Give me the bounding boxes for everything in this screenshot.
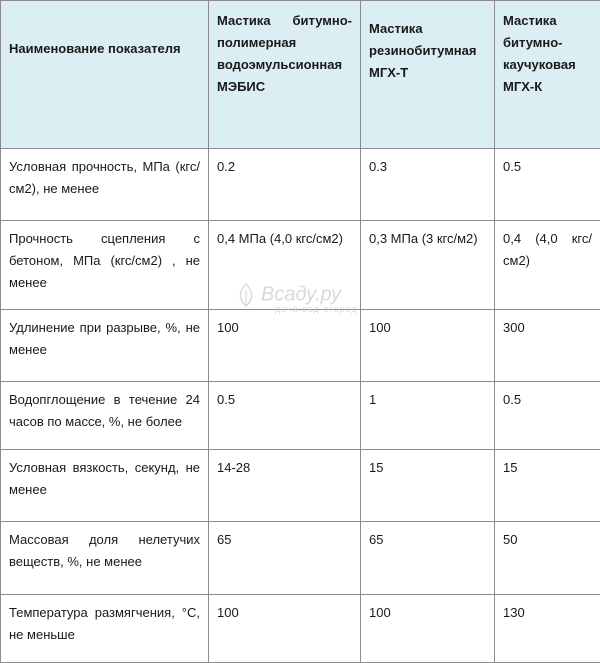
cell-mgh-t: 15 <box>361 450 495 522</box>
row-label: Удлинение при разрыве, %, не менее <box>1 310 209 382</box>
cell-mgh-t: 1 <box>361 382 495 450</box>
table-row <box>1 522 600 595</box>
cell-mebis: 0.2 <box>209 149 361 221</box>
cell-mgh-t: 65 <box>361 522 495 595</box>
row-label: Условная прочность, МПа (кгс/см2), не менее <box>1 149 209 221</box>
header-indicator-name: Наименование показателя <box>1 1 209 149</box>
header-mgh-k: Мастика битумно-каучуковая МГХ-К <box>495 1 600 149</box>
row-label: Водопглощение в течение 24 часов по массе, %, не более <box>1 382 209 450</box>
table-row <box>1 310 600 382</box>
cell-mebis: 0.5 <box>209 382 361 450</box>
watermark-tagline: дача сад огород <box>275 304 358 314</box>
cell-mgh-k: 0,4 (4,0 кгс/см2) <box>495 221 600 310</box>
cell-mebis: 100 <box>209 310 361 382</box>
cell-mgh-t: 100 <box>361 595 495 663</box>
row-label: Температура размягчения, °С, не меньше <box>1 595 209 663</box>
cell-mebis: 100 <box>209 595 361 663</box>
cell-mebis: 14-28 <box>209 450 361 522</box>
cell-mgh-t: 100 <box>361 310 495 382</box>
cell-mgh-k: 0.5 <box>495 149 600 221</box>
table-row <box>1 382 600 450</box>
table-header-row <box>1 1 600 149</box>
cell-mebis: 0,4 МПа (4,0 кгс/см2) <box>209 221 361 310</box>
cell-mgh-k: 130 <box>495 595 600 663</box>
cell-mgh-k: 50 <box>495 522 600 595</box>
cell-mgh-t: 0.3 <box>361 149 495 221</box>
cell-mgh-k: 15 <box>495 450 600 522</box>
table-row <box>1 221 600 310</box>
cell-mgh-k: 0.5 <box>495 382 600 450</box>
row-label: Условная вязкость, секунд, не менее <box>1 450 209 522</box>
cell-mgh-t: 0,3 МПа (3 кгс/м2) <box>361 221 495 310</box>
header-mgh-t: Мастика резинобитумная МГХ-Т <box>361 1 495 149</box>
table-row <box>1 450 600 522</box>
cell-mebis: 65 <box>209 522 361 595</box>
row-label: Прочность сцепления с бетоном, МПа (кгс/см2) , не менее <box>1 221 209 310</box>
watermark-brand: Всаду.ру <box>261 283 341 305</box>
table-row <box>1 149 600 221</box>
header-mebis: Мастика битумно-полимерная водоэмульсионная МЭБИС <box>209 1 361 149</box>
table-row <box>1 595 600 663</box>
row-label: Массовая доля нелетучих веществ, %, не менее <box>1 522 209 595</box>
cell-mgh-k: 300 <box>495 310 600 382</box>
